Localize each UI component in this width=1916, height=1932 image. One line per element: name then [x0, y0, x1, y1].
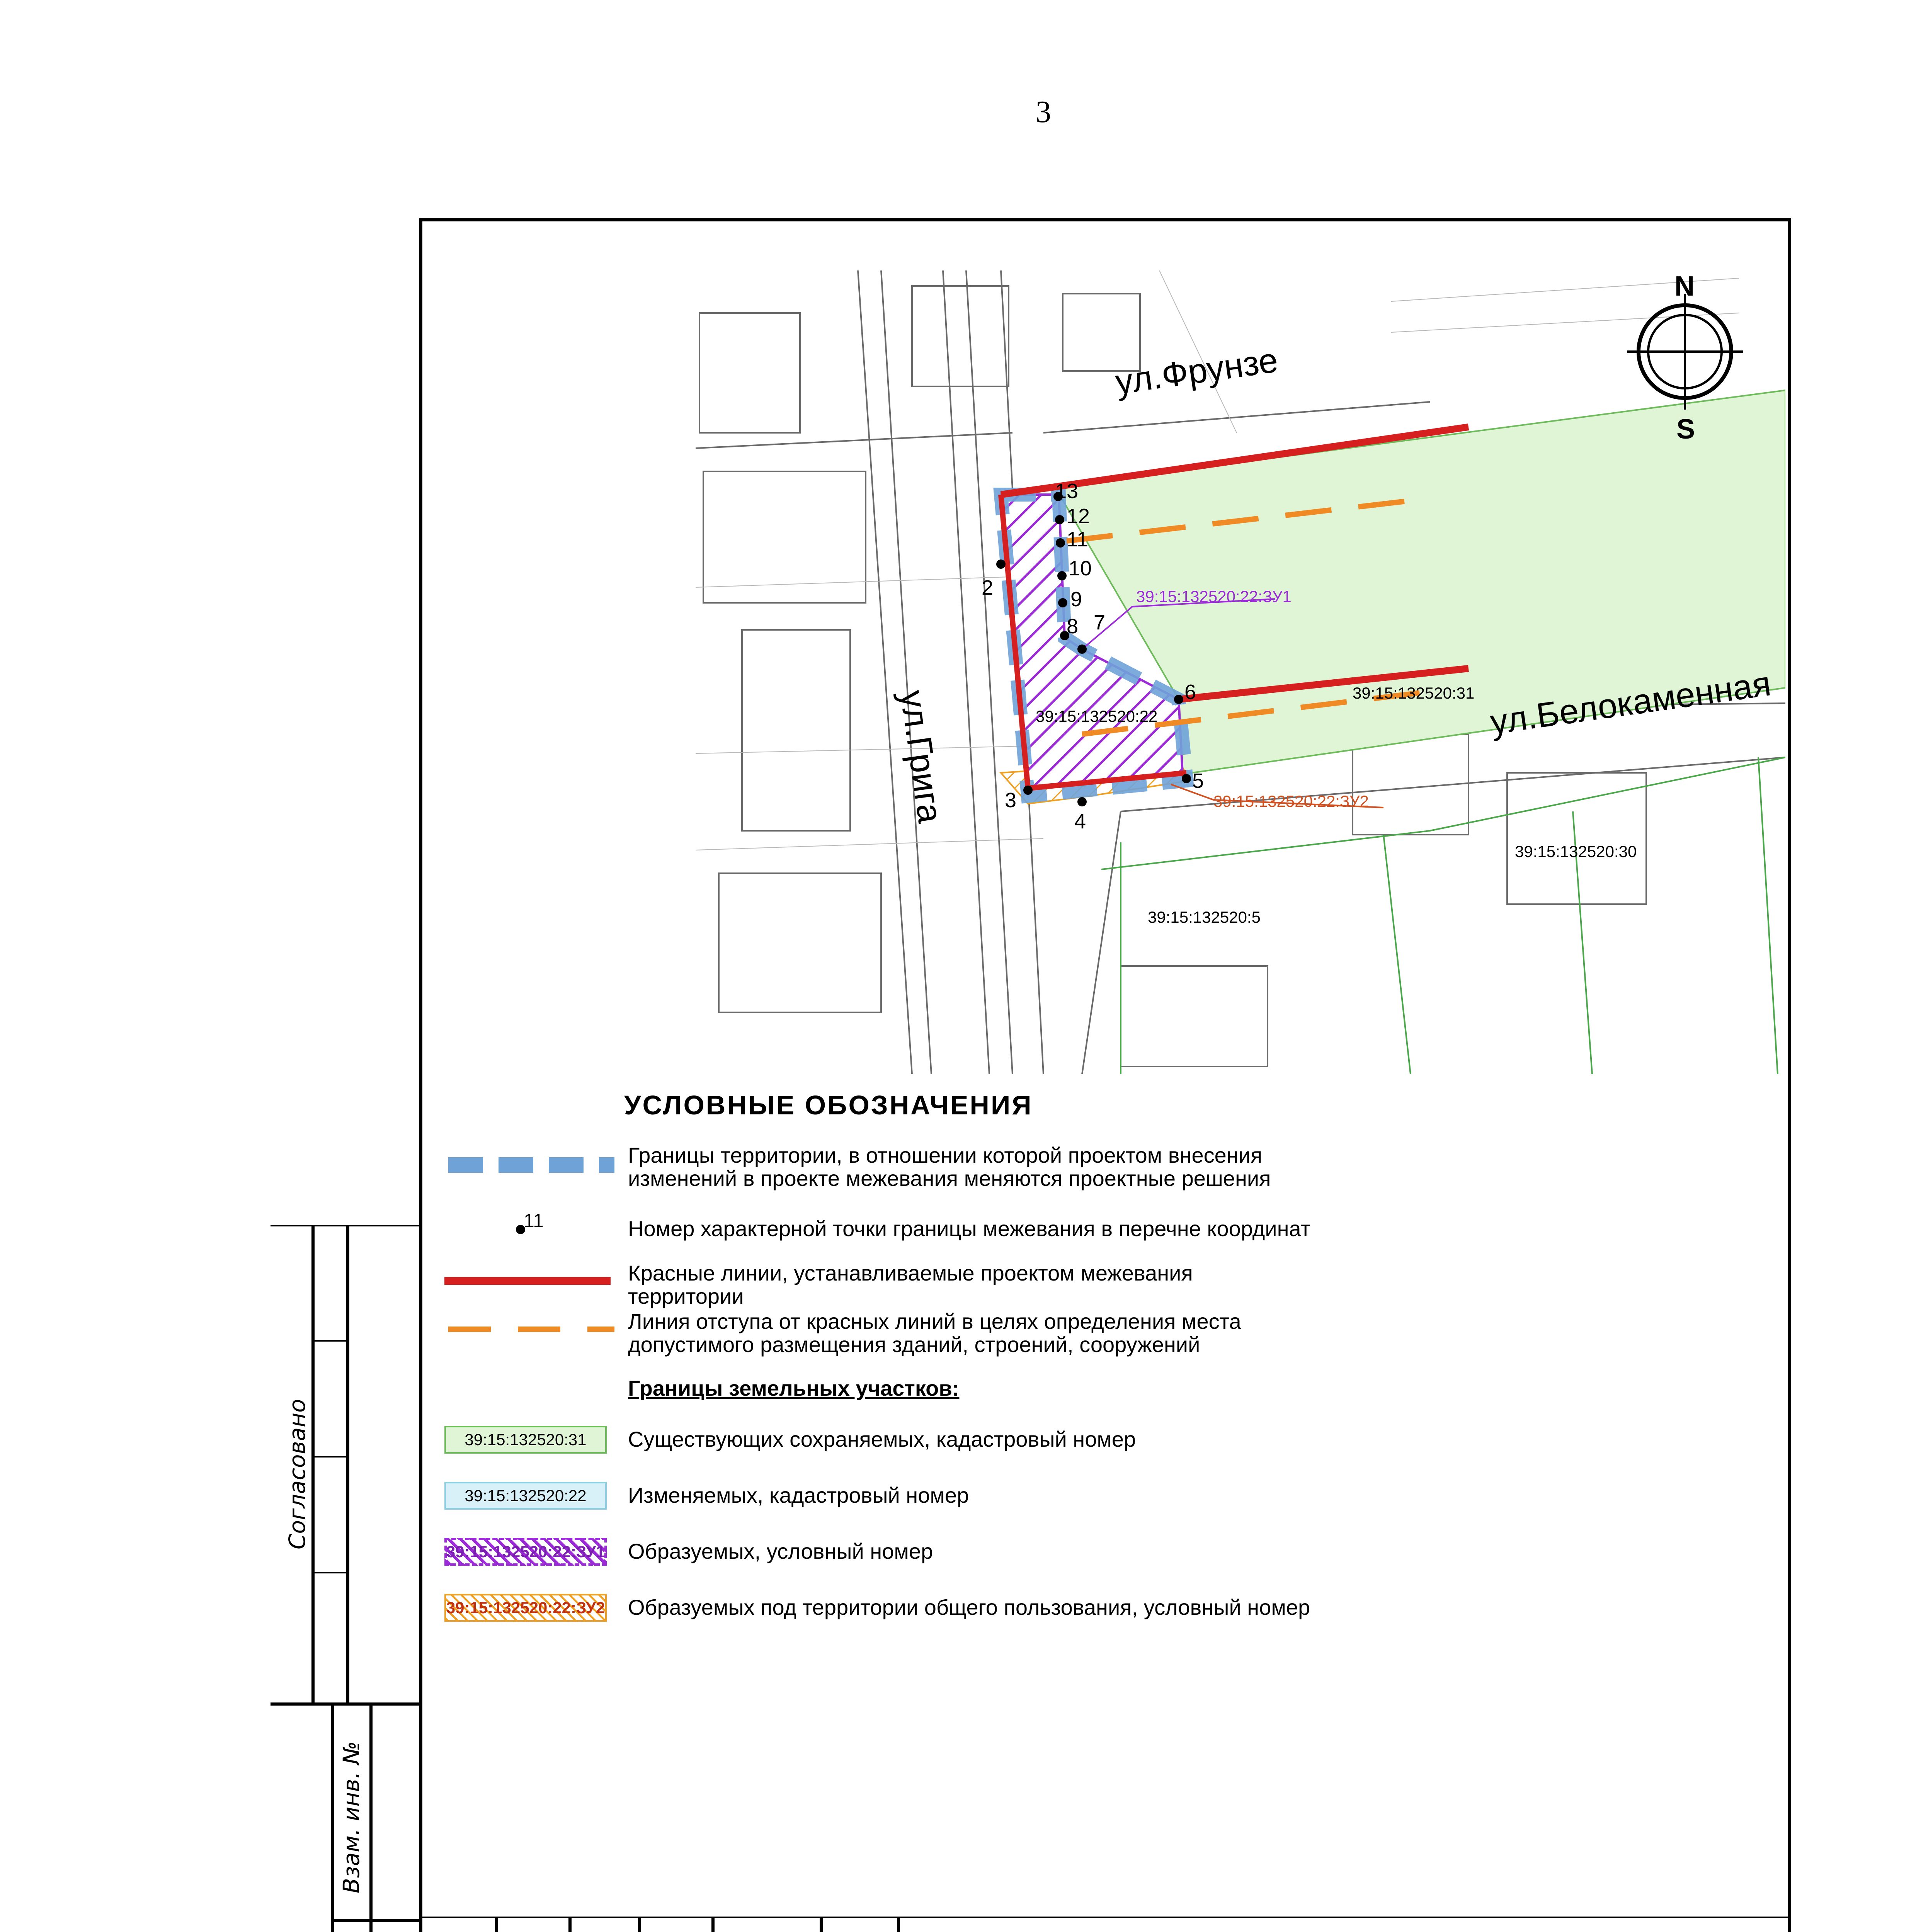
point-label: 5 [1192, 769, 1204, 793]
side-agreed: Согласовано [284, 1399, 310, 1549]
point-label: 10 [1069, 557, 1092, 580]
parcel-label-31: 39:15:132520:31 [1353, 684, 1475, 702]
street-griga: ул.Грига [892, 688, 950, 826]
legend-parcel-public: Образуемых под территории общего пользования, условный номер [628, 1595, 1310, 1619]
legend-box-existing: 39:15:132520:31 [444, 1426, 607, 1454]
title-block-grid [419, 1917, 1791, 1932]
legend-orange-dash [444, 1321, 618, 1337]
legend-box-changed: 39:15:132520:22 [444, 1482, 607, 1510]
legend-red-line [444, 1277, 611, 1285]
point-label: 9 [1070, 588, 1082, 611]
point-label: 3 [1005, 789, 1017, 812]
point-label: 2 [982, 576, 994, 599]
street-frunze: ул.Фрунзе [1113, 341, 1280, 402]
legend-item-boundary: Границы территории, в отношении которой проектом внесения изменений в проекте межевания меняются проектные решения [628, 1143, 1271, 1190]
legend-title: УСЛОВНЫЕ ОБОЗНАЧЕНИЯ [624, 1090, 1033, 1120]
legend-box-formed: 39:15:132520:22:ЗУ1 [444, 1538, 607, 1566]
point-label: 13 [1055, 480, 1079, 503]
point-label: 4 [1074, 810, 1086, 833]
legend-parcel-existing: Существующих сохраняемых, кадастровый номер [628, 1427, 1136, 1451]
legend-blue-dash [444, 1153, 618, 1177]
legend-item-offset-line: Линия отступа от красных линий в целях определения места допустимого размещения зданий, строений, сооружений [628, 1309, 1241, 1357]
north-arrow-icon [1627, 294, 1743, 410]
parcel-label-zu1: 39:15:132520:22:ЗУ1 [1136, 587, 1292, 605]
point-label: 12 [1067, 505, 1090, 528]
parcel-label-30: 39:15:132520:30 [1515, 842, 1637, 861]
street-belokamennaya: ул.Белокаменная [1488, 664, 1773, 742]
legend-point-number: 11 [524, 1210, 544, 1231]
legend-item-point: Номер характерной точки границы межевания в перечне координат [628, 1216, 1311, 1241]
legend-parcel-changed: Изменяемых, кадастровый номер [628, 1483, 969, 1507]
parcel-label-5: 39:15:132520:5 [1148, 908, 1261, 926]
legend-box-public: 39:15:132520:22:ЗУ2 [444, 1594, 607, 1622]
legend-subtitle: Границы земельных участков: [628, 1376, 960, 1400]
point-label: 7 [1094, 611, 1106, 634]
page-number: 3 [1036, 95, 1051, 129]
legend-parcel-formed: Образуемых, условный номер [628, 1539, 933, 1563]
point-label: 6 [1184, 680, 1196, 704]
compass-north-label: N [1674, 271, 1695, 302]
cadastral-map [696, 270, 1785, 1074]
parcel-label-zu2: 39:15:132520:22:ЗУ2 [1213, 792, 1369, 810]
legend-item-red-line: Красные линии, устанавливаемые проектом межевания территории [628, 1261, 1193, 1308]
side-vzam: Взам. инв. № [338, 1741, 364, 1893]
parcel-label-22: 39:15:132520:22 [1036, 707, 1158, 725]
compass-south-label: S [1676, 414, 1695, 445]
point-label: 8 [1067, 615, 1079, 638]
point-label: 11 [1067, 528, 1089, 551]
